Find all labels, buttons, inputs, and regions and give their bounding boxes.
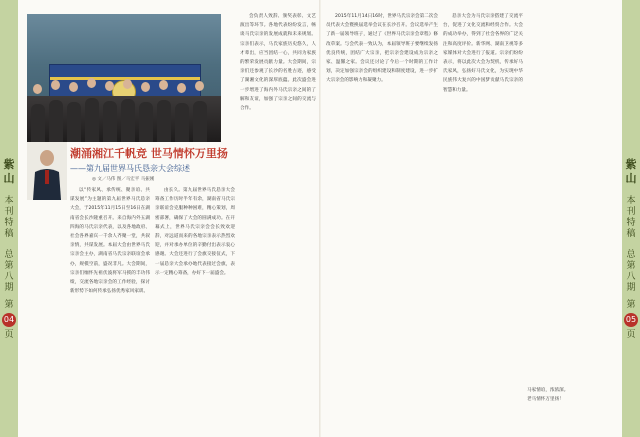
closing-line-1: 马家情谊，浓浓深。 <box>527 388 569 393</box>
column-1 <box>70 186 150 430</box>
closing-lines <box>527 386 568 404</box>
right-sidebar-issue-4: 期 <box>626 283 636 293</box>
left-sidebar <box>0 0 18 437</box>
left-sidebar-section-3: 特 <box>4 218 14 228</box>
crowd <box>27 96 221 142</box>
right-sidebar-title-1: 紫 <box>625 158 637 171</box>
right-sidebar <box>622 0 640 437</box>
article-byline: ◎ 文／马伟 图／马宏平 马振刚 <box>92 177 155 182</box>
group-photo <box>27 14 221 142</box>
column-3-text: 会负责人致辞、颁奖表彰、文艺演出等环节。各地代表纷纷发言，畅谈马氏宗亲的发展成就和未来规划。宗亲们表示，马氏家族历史悠久，人才辈出，应当团结一心，共同为家族的繁荣发展贡献力量。大会期间，宗亲们还参观了长沙的名胜古迹，感受了湖湘文化的深厚底蕴。此次盛会进一步增进了海内外马氏宗亲之间的了解和友谊，加强了宗亲之间的交流与合作。 <box>240 14 316 112</box>
column-2 <box>155 186 235 430</box>
left-sidebar-section-4: 稿 <box>4 229 14 239</box>
right-sidebar-section-1: 本 <box>626 196 636 206</box>
right-sidebar-section-4: 稿 <box>626 229 636 239</box>
right-sidebar-issue-2: 第 <box>626 261 636 271</box>
right-sidebar-section-3: 特 <box>626 218 636 228</box>
article-subtitle: ——第九届世界马氏恳亲大会综述 <box>70 164 190 173</box>
left-sidebar-section-2: 刊 <box>4 207 14 217</box>
column-2-text: 由长久。第九届世界马氏恳亲大会筹备工作历时半年有余，湖南省马氏宗亲联谊会克服种种困难，精心策划，周密部署，确保了大会的圆满成功。在开幕式上，世界马氏宗亲会会长致欢迎辞，对远道而来的各地宗亲表示热烈欢迎，并对承办单位的辛勤付出表示衷心感谢。大会还进行了会旗交接仪式，下一届恳亲大会承办地代表接过会旗，表示一定精心筹备，办好下一届盛会。 <box>155 188 235 276</box>
column-3 <box>240 12 316 430</box>
right-sidebar-issue-3: 八 <box>626 272 636 282</box>
article-headline: 潮涌湘江千帆竞 世马情怀万里扬 <box>70 147 228 160</box>
right-sidebar-issue-1: 总 <box>626 250 636 260</box>
column-4 <box>326 12 438 430</box>
column-5 <box>443 12 523 430</box>
left-sidebar-title-2: 山 <box>3 172 15 185</box>
right-sidebar-section-2: 刊 <box>626 207 636 217</box>
right-page-char: 页 <box>626 330 636 340</box>
right-sidebar-title-2: 山 <box>625 172 637 185</box>
left-sidebar-issue-1: 总 <box>4 250 14 260</box>
left-sidebar-issue-2: 第 <box>4 261 14 271</box>
left-sidebar-title-1: 紫 <box>3 158 15 171</box>
speaker-photo <box>27 142 67 200</box>
left-sidebar-issue-4: 期 <box>4 283 14 293</box>
closing-line-2: 老马情怀万里扬！ <box>527 397 564 402</box>
left-page-number: 04 <box>2 313 16 327</box>
column-4-text: 2015年11月14日16时，世界马氏宗亲会第二次会员代表大会暨换届选举会议在长沙召开。会议选举产生了新一届领导班子，通过了《世界马氏宗亲会章程》修改草案。与会代表一致认为，本届领导班子要继续发扬优良传统，团结广大宗亲，把宗亲会建设成为宗亲之家、温馨之家。会议还讨论了今后一个时期的工作计划，决定加强宗亲会的组织建设和制度建设，进一步扩大宗亲会的影响力和凝聚力。 <box>326 14 438 84</box>
right-page-number: 05 <box>624 313 638 327</box>
page-gutter <box>319 0 321 437</box>
right-sidebar-di: 第 <box>626 300 636 310</box>
left-sidebar-issue-3: 八 <box>4 272 14 282</box>
left-page-char: 页 <box>4 330 14 340</box>
column-5-text: 恳亲大会为马氏宗亲搭建了交流平台，促进了文化交流和经贸合作。大会的成功举办，得到了社会各界的广泛关注和高度评价。新华网、湖南卫视等多家媒体对大会进行了报道。宗亲们纷纷表示，将以此次大会为契机，传承好马氏家风，弘扬好马氏文化，为实现中华民族伟大复兴的中国梦贡献马氏宗亲的智慧和力量。 <box>443 14 523 93</box>
column-1-text: 以“传家风、承传统、聚亲谊、共谋发展”为主题的第九届世界马氏恳亲大会，于2015年11月15日至16日在湖南省会长沙隆重召开。来自海内外五湖四海的马氏宗亲代表，以及各地政府、社会各界嘉宾一千余人齐聚一堂，共叙亲情，共谋发展。本届大会由世界马氏宗亲会主办，湖南省马氏宗亲联谊会承办，规模空前，盛况非凡。大会期间，宗亲们缅怀先祖伏波将军马援的丰功伟绩，交流各地宗亲会的工作经验，探讨新形势下如何传承弘扬优秀家风家训。 <box>70 188 150 295</box>
left-sidebar-section-1: 本 <box>4 196 14 206</box>
left-sidebar-di: 第 <box>4 300 14 310</box>
